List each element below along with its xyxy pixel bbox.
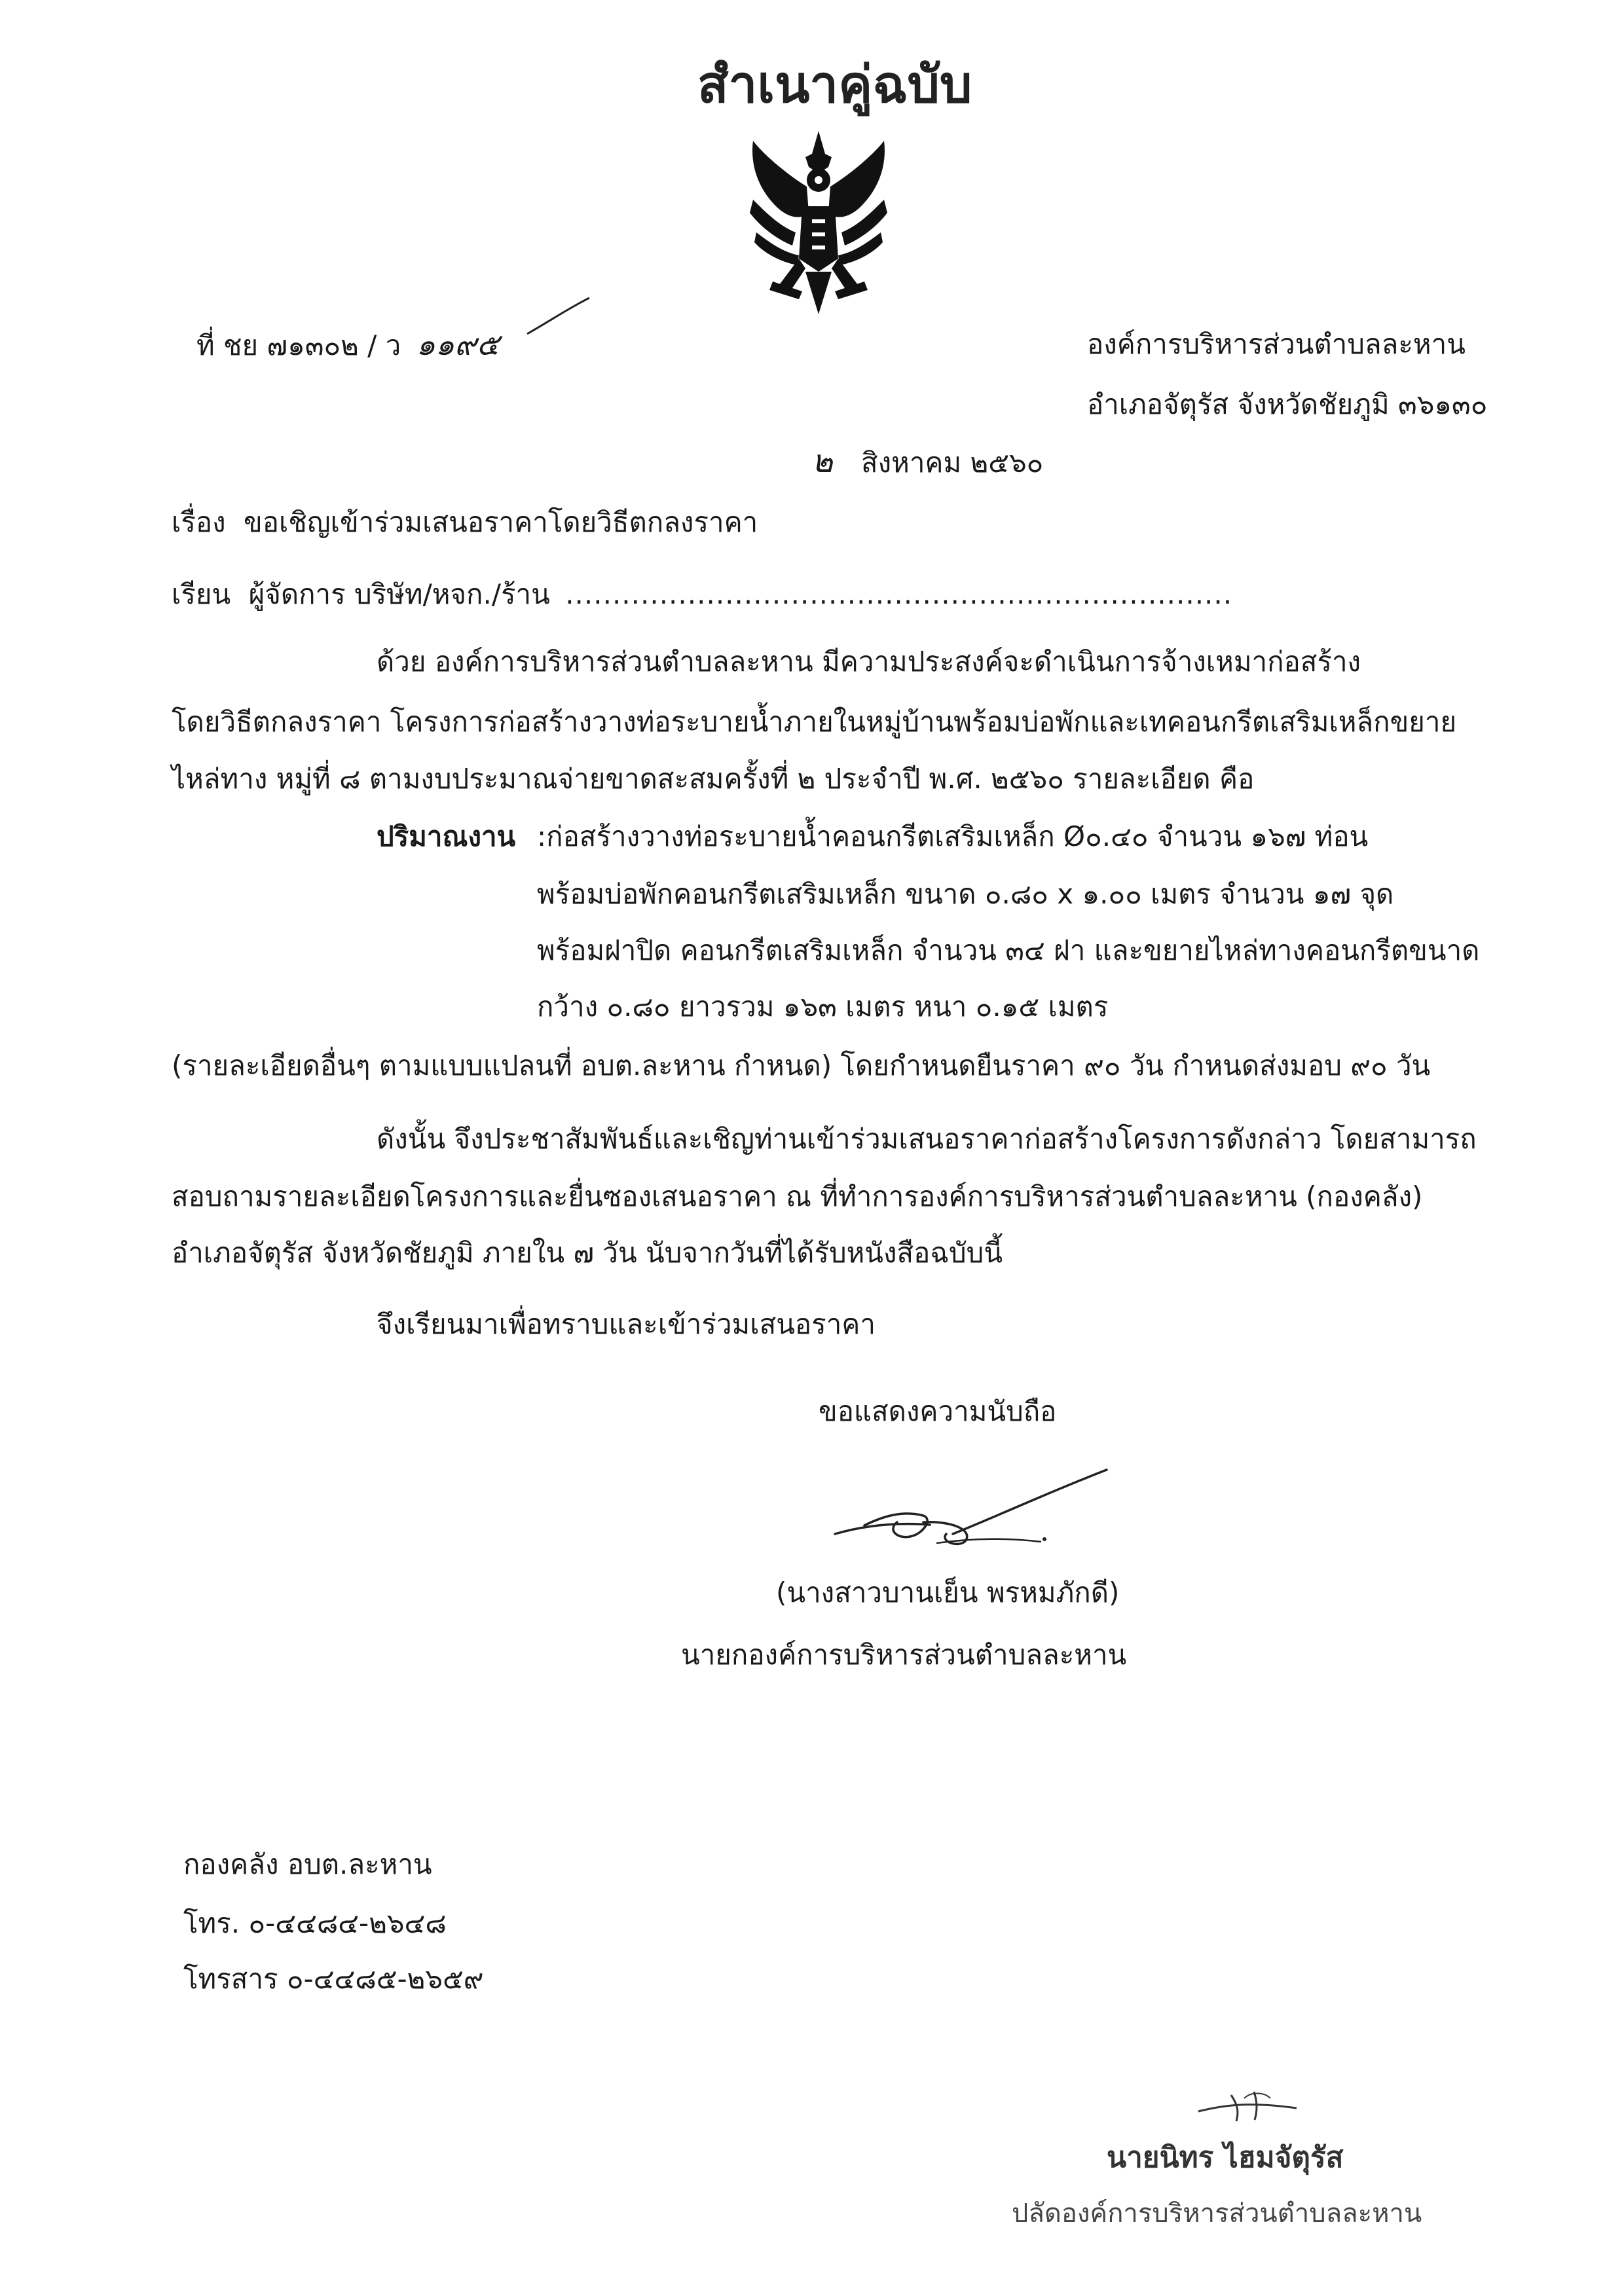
para2-line2: สอบถามรายละเอียดโครงการและยื่นซองเสนอราคา ณ ที่ทำการองค์การบริหารส่วนตำบลละหาน (กองคลัง) <box>172 1180 1423 1212</box>
garuda-emblem <box>740 128 897 318</box>
recipient-text: ผู้จัดการ บริษัท/หจก./ร้าน <box>248 578 550 610</box>
recipient-blank: ....................................................................... <box>565 578 1233 610</box>
recipient-line <box>172 576 1232 613</box>
work-line2: พร้อมบ่อพักคอนกรีตเสริมเหล็ก ขนาด ๐.๘๐ x ๑.๐๐ เมตร จำนวน ๑๗ จุด <box>537 878 1394 910</box>
work-line4: กว้าง ๐.๘๐ ยาวรวม ๑๖๓ เมตร หนา ๐.๑๕ เมตร <box>537 991 1109 1023</box>
work-label: ปริมาณงาน <box>377 820 516 852</box>
para1-line2: โดยวิธีตกลงราคา โครงการก่อสร้างวางท่อระบายน้ำภายในหมู่บ้านพร้อมบ่อพักและเทคอนกรีตเสริมเหล็กขยาย <box>172 706 1457 738</box>
para2-line1: ดังนั้น จึงประชาสัมพันธ์และเชิญท่านเข้าร่วมเสนอราคาก่อสร้างโครงการดังกล่าว โดยสามารถ <box>377 1123 1477 1155</box>
document-number-handwritten: ๑๑๙๕ <box>416 327 500 362</box>
signer-name: (นางสาวบานเย็น พรหมภักดี) <box>776 1576 1120 1609</box>
para1-line3: ไหล่ทาง หมู่ที่ ๘ ตามงบประมาณจ่ายขาดสะสมครั้งที่ ๒ ประจำปี พ.ศ. ๒๕๖๐ รายละเอียด คือ <box>172 763 1255 795</box>
footer-signer-position: ปลัดองค์การบริหารส่วนตำบลละหาน <box>1012 2198 1422 2229</box>
recipient-label: เรียน <box>172 578 231 610</box>
date-month-year: สิงหาคม ๒๕๖๐ <box>861 446 1044 479</box>
subject-text: ขอเชิญเข้าร่วมเสนอราคาโดยวิธีตกลงราคา <box>244 506 758 538</box>
contact-phone: โทร. ๐-๔๔๘๔-๒๖๔๘ <box>183 1907 447 1939</box>
date-line <box>812 443 1043 481</box>
closing-paragraph: จึงเรียนมาเพื่อทราบและเข้าร่วมเสนอราคา <box>377 1308 876 1340</box>
para1-line1: ด้วย องค์การบริหารส่วนตำบลละหาน มีความประสงค์จะดำเนินการจ้างเหมาก่อสร้าง <box>377 646 1361 678</box>
copy-stamp: สำเนาคู่ฉบับ <box>697 55 972 115</box>
work-line3: พร้อมฝาปิด คอนกรีตเสริมเหล็ก จำนวน ๓๔ ฝา และขยายไหล่ทางคอนกรีตขนาด <box>537 934 1480 966</box>
signature-mark <box>825 1457 1126 1561</box>
details-line: (รายละเอียดอื่นๆ ตามแบบแปลนที่ อบต.ละหาน กำหนด) โดยกำหนดยืนราคา ๙๐ วัน กำหนดส่งมอบ ๙๐ วัน <box>172 1049 1431 1082</box>
subject-label: เรื่อง <box>172 506 226 538</box>
sender-address: อำเภอจัตุรัส จังหวัดชัยภูมิ ๓๖๑๓๐ <box>1087 388 1488 420</box>
sender-org: องค์การบริหารส่วนตำบลละหาน <box>1087 328 1466 360</box>
footer-signer-name: นายนิทร ไฮมจัตุรัส <box>1107 2141 1344 2174</box>
contact-fax: โทรสาร ๐-๔๔๘๕-๒๖๕๙ <box>183 1963 484 1995</box>
work-line1: :ก่อสร้างวางท่อระบายน้ำคอนกรีตเสริมเหล็ก Ø๐.๔๐ จำนวน ๑๖๗ ท่อน <box>537 820 1369 852</box>
para2-line3: อำเภอจัตุรัส จังหวัดชัยภูมิ ภายใน ๗ วัน นับจากวันที่ได้รับหนังสือฉบับนี้ <box>172 1237 1003 1269</box>
handwritten-stroke <box>524 295 596 340</box>
date-day: ๒ <box>812 443 833 480</box>
salutation: ขอแสดงความนับถือ <box>819 1395 1057 1427</box>
document-number-prefix: ที่ ชย ๗๑๓๐๒ / ว <box>196 329 401 361</box>
contact-department: กองคลัง อบต.ละหาน <box>183 1848 432 1880</box>
signer-position: นายกองค์การบริหารส่วนตำบลละหาน <box>681 1639 1127 1671</box>
document-number <box>196 326 499 364</box>
initial-mark <box>1192 2075 1310 2128</box>
subject-line <box>172 504 758 541</box>
